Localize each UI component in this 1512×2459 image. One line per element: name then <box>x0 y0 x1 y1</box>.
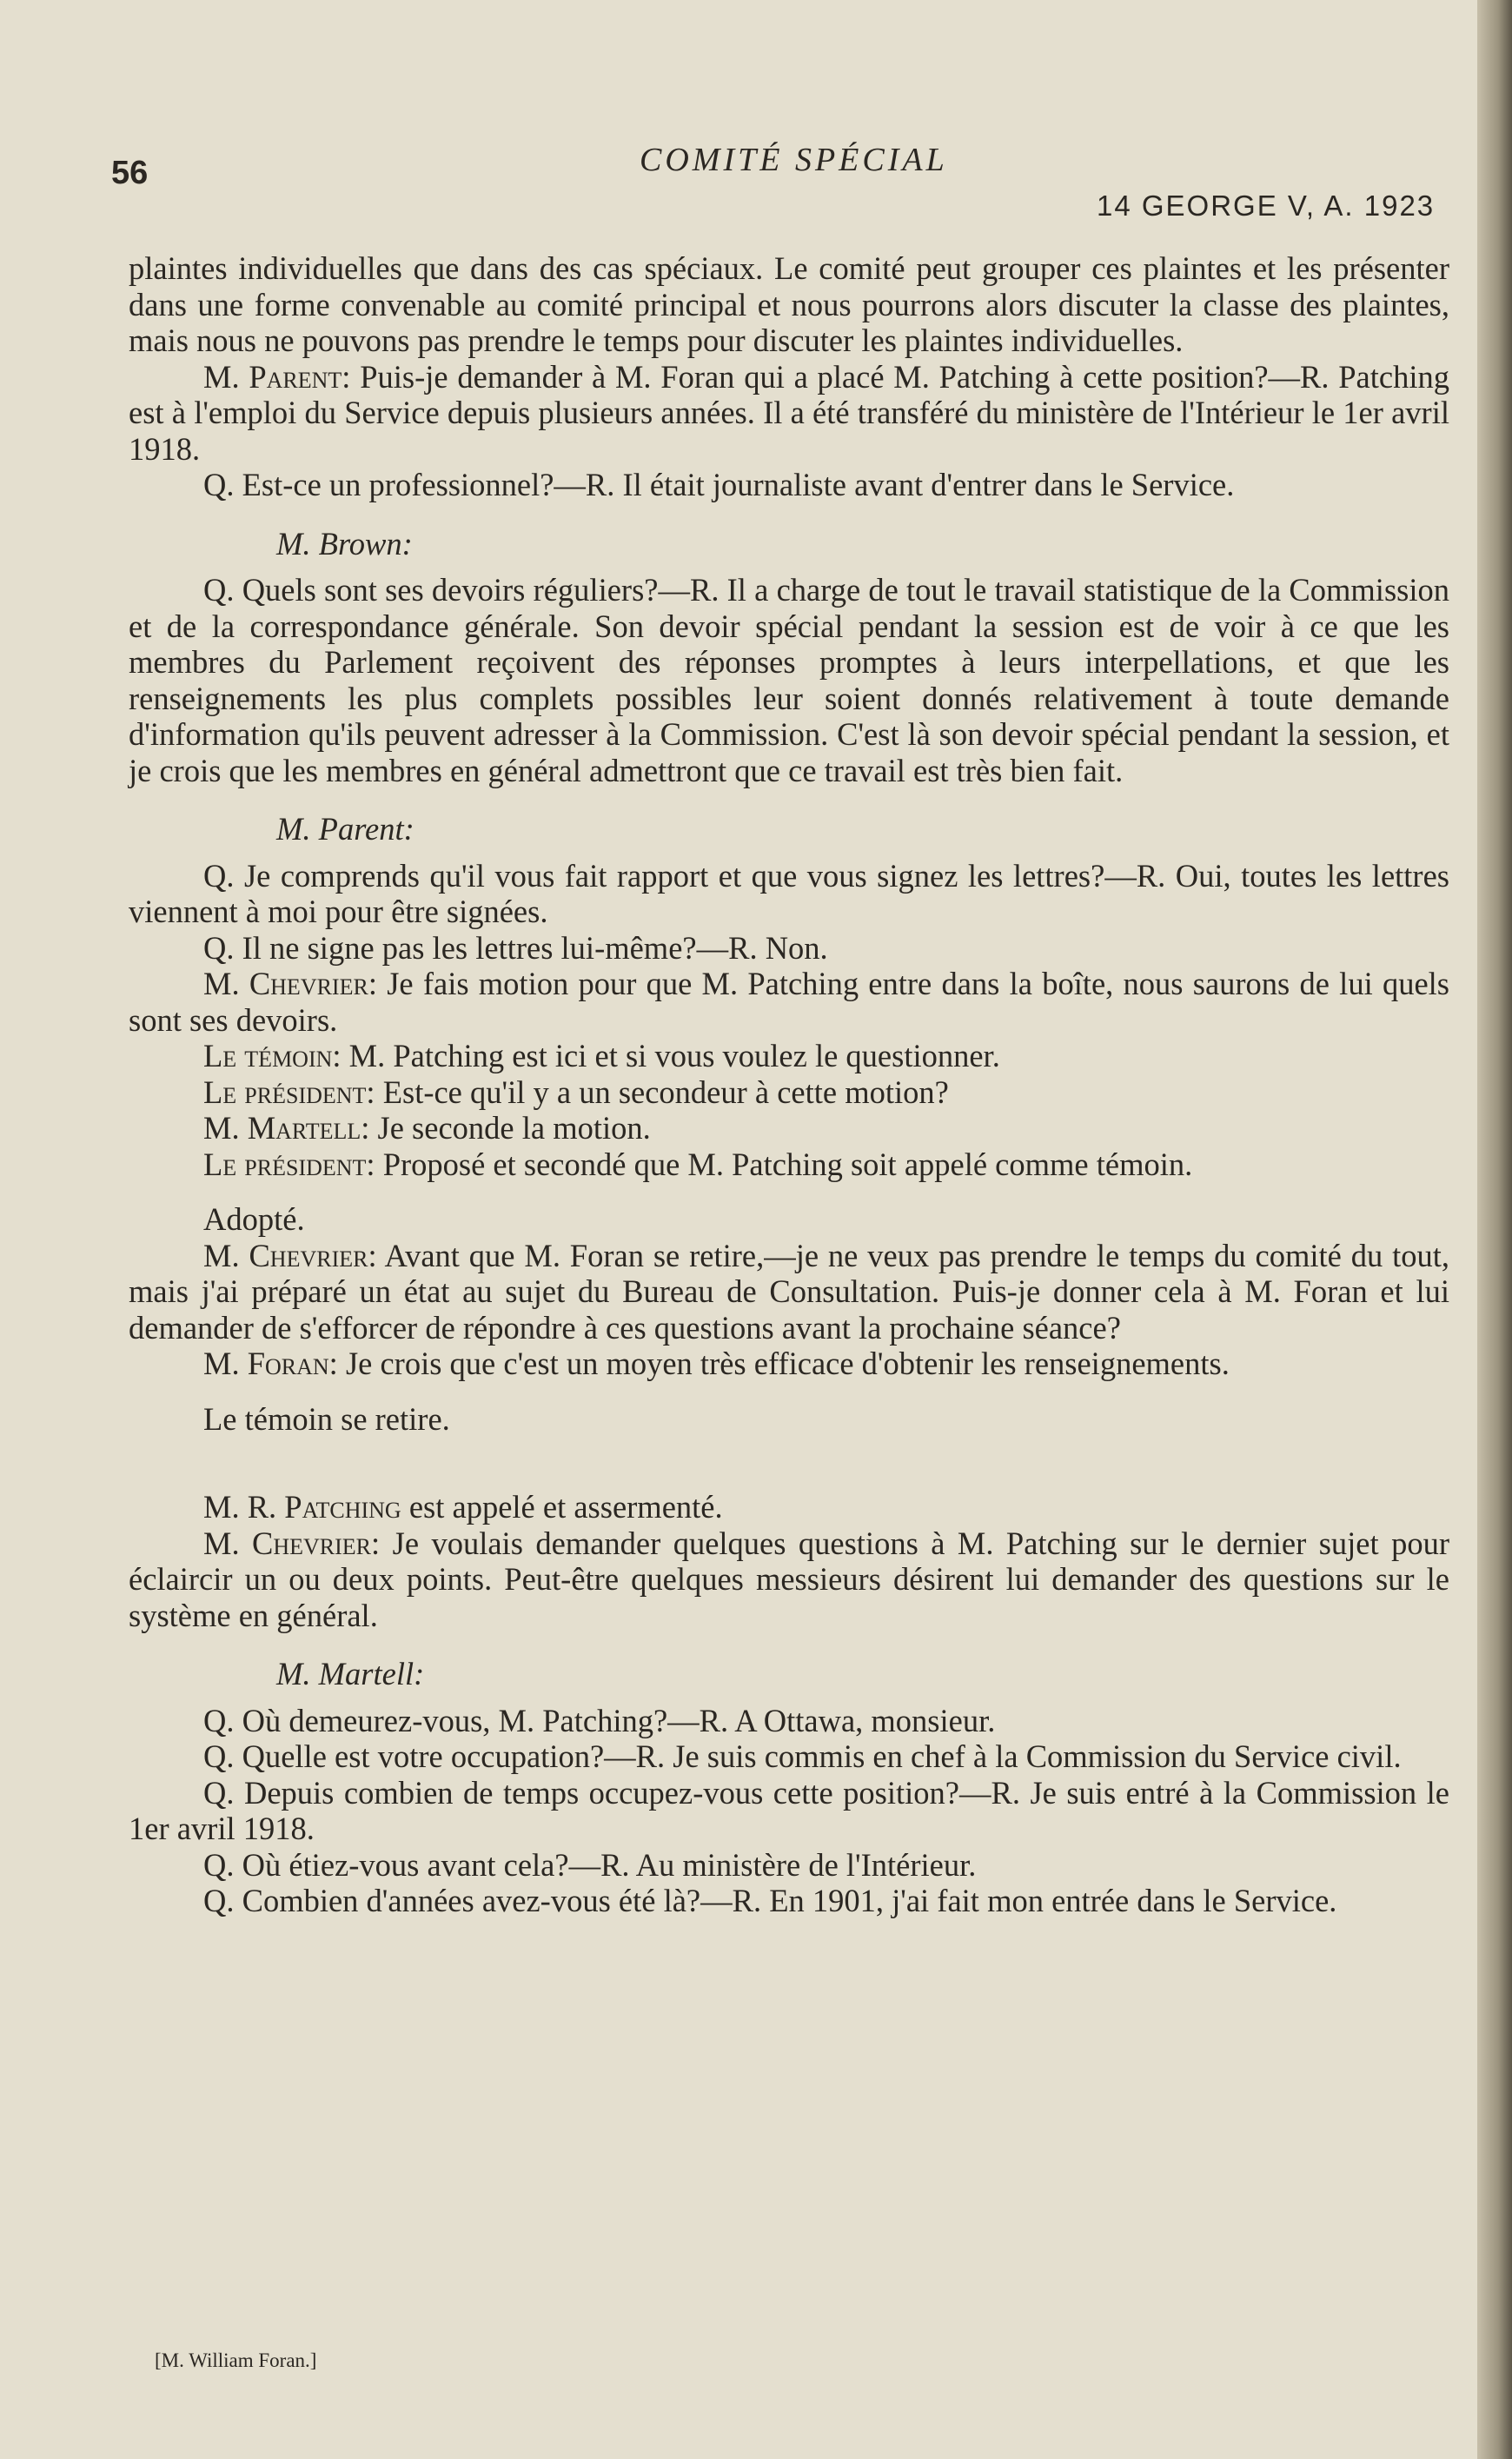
paragraph-text: M. Patching est ici et si vous voulez le questionner. <box>341 1038 1000 1073</box>
speaker-paragraph <box>129 1146 1449 1183</box>
paragraph-text: est appelé et assermenté. <box>401 1489 723 1525</box>
paragraph-text: Q. Où étiez-vous avant cela?—R. Au ministère de l'Intérieur. <box>203 1846 977 1883</box>
paragraph-text: Q. Quelle est votre occupation?—R. Je suis commis en chef à la Commission du Service civil. <box>203 1738 1402 1774</box>
paragraph-text: Je voulais demander quelques questions à M. Patching sur le dernier sujet pour éclaircir un ou deux points. Peut-être quelques messieurs désirent lui demander des questions sur le système en général. <box>129 1525 1449 1633</box>
speaker-paragraph <box>129 1525 1449 1634</box>
question-paragraph <box>129 1883 1449 1919</box>
paragraph-text: Le témoin se retire. <box>203 1400 450 1437</box>
page-number: 56 <box>111 155 149 191</box>
paragraph-text: Adopté. <box>203 1201 305 1237</box>
paragraph-text: Q. Depuis combien de temps occupez-vous cette position?—R. Je suis entré à la Commission le 1er avril 1918. <box>129 1774 1449 1846</box>
session-reference: 14 GEORGE V, A. 1923 <box>1097 189 1436 222</box>
question-paragraph <box>129 467 1449 503</box>
question-paragraph <box>129 858 1449 930</box>
speaker-paragraph <box>129 1074 1449 1111</box>
paragraph-text: Q. Est-ce un professionnel?—R. Il était journaliste avant d'entrer dans le Service. <box>203 467 1235 502</box>
question-paragraph <box>129 1703 1449 1739</box>
section-speaker-heading: M. Brown: <box>276 525 413 562</box>
speaker-name: Le président: <box>203 1146 375 1182</box>
paragraph-text: Q. Il ne signe pas les lettres lui-même?—R. Non. <box>203 929 828 966</box>
paragraph-text: Je fais motion pour que M. Patching entre dans la boîte, nous saurons de lui quels sont ses devoirs. <box>129 966 1449 1038</box>
document-body <box>129 250 1449 1919</box>
question-paragraph <box>129 572 1449 788</box>
speaker-paragraph <box>129 1238 1449 1346</box>
speaker-name: M. Foran: <box>203 1346 338 1381</box>
running-title: COMITÉ SPÉCIAL <box>640 142 948 178</box>
speaker-name: M. Chevrier: <box>203 966 377 1001</box>
witness-withdraws-note <box>129 1401 1449 1438</box>
paragraph <box>129 250 1449 359</box>
question-paragraph <box>129 930 1449 967</box>
section-speaker-heading: M. Parent: <box>276 811 414 847</box>
question-paragraph <box>129 1847 1449 1884</box>
book-gutter <box>1477 0 1512 2459</box>
paragraph-text: Avant que M. Foran se retire,—je ne veux pas prendre le temps du comité du tout, mais j'ai préparé un état au sujet du Bureau de Consultation. Puis-je donner cela à M. Foran et lui demander de s'efforcer de répondre à ces questions avant la prochaine séance? <box>129 1237 1449 1346</box>
paragraph-text: Proposé et secondé que M. Patching soit appelé comme témoin. <box>375 1146 1193 1182</box>
question-paragraph <box>129 1775 1449 1847</box>
speaker-paragraph <box>129 1110 1449 1146</box>
paragraph-text: Q. Combien d'années avez-vous été là?—R. En 1901, j'ai fait mon entrée dans le Service. <box>203 1883 1337 1918</box>
footer-witness-note: [M. William Foran.] <box>155 2349 317 2371</box>
witness-sworn-note <box>129 1489 1449 1525</box>
paragraph-text: Q. Quels sont ses devoirs réguliers?—R. Il a charge de tout le travail statistique de la Commission et de la correspondance générale. Son devoir spécial pendant la session est de voir à ce que les membres du Parlement reçoivent des réponses promptes à leurs interpellations, et que les renseignements les plus complets possibles leur soient donnés relativement à toute demande d'information qu'ils peuvent adresser à la Commission. C'est là son devoir spécial pendant la session, et je crois que les membres en général admettront que ce travail est très bien fait. <box>129 572 1449 788</box>
paragraph-text: Q. Je comprends qu'il vous fait rapport et que vous signez les lettres?—R. Oui, toutes les lettres viennent à moi pour être signées. <box>129 857 1449 929</box>
speaker-name: M. Chevrier: <box>203 1525 381 1561</box>
speaker-name: M. Martell: <box>203 1110 370 1146</box>
paragraph-text: plaintes individuelles que dans des cas spéciaux. Le comité peut grouper ces plaintes et les présenter dans une forme convenable au comité principal et nous pourrons alors discuter la classe des plaintes, mais nous ne pouvons pas prendre le temps pour discuter les plaintes individuelles. <box>129 250 1449 358</box>
paragraph-text: Puis-je demander à M. Foran qui a placé M. Patching à cette position?—R. Patching est à l'emploi du Service depuis plusieurs années. Il a été transféré du ministère de l'Intérieur le 1er avril 1918. <box>129 358 1449 467</box>
question-paragraph <box>129 1738 1449 1775</box>
speaker-name: M. R. Patching <box>203 1489 401 1525</box>
speaker-name: M. Chevrier: <box>203 1237 377 1273</box>
adopted-note <box>129 1201 1449 1238</box>
speaker-paragraph <box>129 359 1449 468</box>
speaker-name: Le témoin: <box>203 1038 342 1073</box>
section-speaker-heading: M. Martell: <box>276 1656 425 1691</box>
paragraph-text: Est-ce qu'il y a un secondeur à cette motion? <box>375 1073 949 1110</box>
paragraph-text: Je crois que c'est un moyen très efficace d'obtenir les renseignements. <box>337 1346 1230 1381</box>
speaker-name: M. Parent: <box>203 358 351 395</box>
paragraph-text: Q. Où demeurez-vous, M. Patching?—R. A Ottawa, monsieur. <box>203 1702 996 1738</box>
paragraph-text: Je seconde la motion. <box>369 1110 651 1146</box>
speaker-paragraph <box>129 966 1449 1038</box>
speaker-paragraph <box>129 1038 1449 1074</box>
speaker-name: Le président: <box>203 1073 375 1110</box>
speaker-paragraph <box>129 1346 1449 1382</box>
